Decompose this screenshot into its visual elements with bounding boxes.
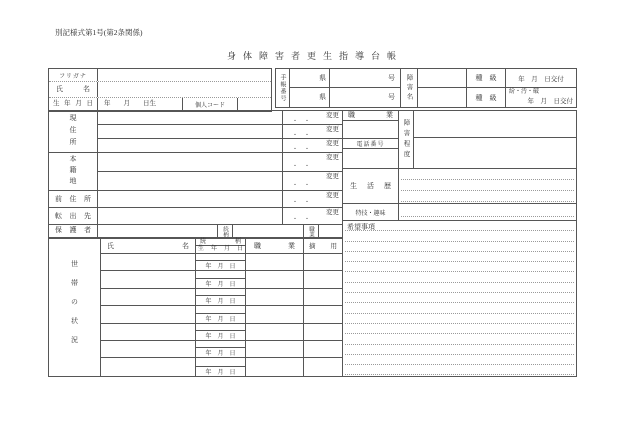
member-relation-field <box>196 341 245 348</box>
member-relation-field <box>196 324 245 331</box>
write-line <box>345 314 574 324</box>
household-label-cell <box>49 239 101 376</box>
household-grid <box>101 239 342 376</box>
occupation-label: 職業 <box>308 225 314 237</box>
member-birth-cell <box>196 254 246 270</box>
wishes-box <box>342 220 577 377</box>
write-line <box>345 345 574 355</box>
address-field <box>98 111 283 124</box>
disability-name-label-cell <box>401 69 418 107</box>
phone-header: 電話番号 <box>343 139 398 149</box>
member-relation-field <box>196 358 245 366</box>
disability-name-label: 障害名 <box>405 73 413 103</box>
change-cell <box>283 191 342 207</box>
life-history-label: 生活歴 <box>342 168 399 204</box>
change-label: 変更 <box>326 112 339 119</box>
occupation-field <box>319 225 342 237</box>
address-row <box>98 153 342 172</box>
col-occupation: 職業 <box>246 239 304 253</box>
member-remarks-field <box>304 341 342 357</box>
change-cell <box>283 153 342 171</box>
change-label: 変更 <box>326 173 339 180</box>
relation-label: 続柄 <box>222 225 228 237</box>
household-row <box>101 324 342 341</box>
relation-field <box>233 225 304 237</box>
member-remarks-field <box>304 289 342 305</box>
furigana-field <box>98 69 271 81</box>
degree-label: 障害程度 <box>402 118 410 161</box>
degree-field <box>414 111 576 138</box>
member-remarks-field <box>304 271 342 287</box>
member-birth-label: 年 月 日 <box>205 333 236 340</box>
member-name-field <box>101 289 196 305</box>
address-field <box>98 191 283 207</box>
pref-label: 県 <box>290 88 330 107</box>
guardian-row <box>98 225 342 237</box>
no-label: 号 <box>388 93 395 101</box>
change-date-dots: ・ ・ <box>292 133 311 139</box>
address-field <box>98 153 283 171</box>
address-label-col <box>49 111 98 237</box>
member-occupation-field <box>246 271 304 287</box>
write-line <box>345 262 574 272</box>
write-line <box>345 324 574 334</box>
address-row <box>98 125 342 139</box>
issue-cells <box>506 69 576 107</box>
change-cell <box>283 125 342 138</box>
member-name-field <box>101 341 196 357</box>
change-cell <box>283 208 342 224</box>
disability-name-field <box>418 88 466 107</box>
name-row <box>49 82 271 98</box>
write-line <box>345 293 574 303</box>
current-address-label-cell <box>49 111 97 153</box>
address-row <box>98 111 342 125</box>
write-line <box>345 242 574 252</box>
member-birth-cell <box>196 358 246 375</box>
household-row <box>101 358 342 375</box>
col-remarks: 摘用 <box>309 243 337 250</box>
change-date-dots: ・ ・ <box>292 147 311 153</box>
handbook-number-rows <box>290 69 401 107</box>
handbook-number-label: 手帳番号 <box>279 74 285 102</box>
member-occupation-field <box>246 358 304 375</box>
member-birth-label: 年 月 日 <box>205 316 236 323</box>
change-label: 変更 <box>326 192 339 199</box>
skills-label: 特技・趣味 <box>342 203 399 221</box>
member-birth-cell <box>196 271 246 287</box>
household-row <box>101 254 342 271</box>
occupation-label-cell <box>304 225 319 237</box>
change-date-dots: ・ ・ <box>292 217 311 223</box>
household-table <box>48 238 343 377</box>
birthdate-value: 年 月 日生 <box>104 100 156 107</box>
change-date-dots: ・ ・ <box>292 183 311 189</box>
write-line <box>345 252 574 262</box>
household-row <box>101 341 342 358</box>
wishes-label: 希望事項 <box>347 223 375 231</box>
write-line <box>345 221 574 231</box>
handbook-box <box>275 68 577 108</box>
phone-box <box>342 138 399 169</box>
no-label: 号 <box>388 74 395 82</box>
handbook-row-1 <box>290 69 400 88</box>
address-row <box>98 191 342 208</box>
col-relation-birth <box>196 239 246 253</box>
write-line <box>401 180 574 191</box>
domicile-label: 本籍地 <box>69 155 77 188</box>
member-occupation-field <box>246 341 304 357</box>
address-row <box>98 208 342 225</box>
change-label: 変更 <box>326 126 339 133</box>
member-birth-label: 年 月 日 <box>205 351 236 358</box>
furigana-label: フリガナ <box>49 69 98 81</box>
occupation-header: 職業 <box>343 111 398 121</box>
grade-label: 種 級 <box>475 93 497 102</box>
form-note: 別記様式第1号(第2条関係) <box>55 28 143 37</box>
disability-name-fields <box>418 69 467 107</box>
member-occupation-field <box>246 306 304 322</box>
furigana-row <box>49 69 271 82</box>
member-birth-cell <box>196 341 246 357</box>
domicile-label-cell <box>49 153 97 191</box>
address-table <box>48 110 343 238</box>
change-date-dots: ・ ・ <box>292 119 311 125</box>
handbook-row-2 <box>290 88 400 107</box>
change-cell <box>283 111 342 124</box>
identity-box <box>48 68 272 112</box>
household-header <box>101 239 342 254</box>
grade-cells <box>467 69 506 107</box>
write-line <box>345 365 574 375</box>
change-date-dots: ・ ・ <box>292 200 311 206</box>
degree-label-cell <box>398 110 414 169</box>
disability-name-field <box>418 69 466 88</box>
birthdate-label: 生年月日 <box>49 98 98 111</box>
member-relation-field <box>196 306 245 313</box>
change-cell <box>283 172 342 190</box>
moveout-label: 転出先 <box>49 208 97 225</box>
write-line <box>345 334 574 344</box>
member-remarks-field <box>304 358 342 375</box>
write-line <box>401 191 574 202</box>
previous-address-label: 前住所 <box>49 191 97 208</box>
address-row <box>98 172 342 191</box>
change-cell <box>283 139 342 152</box>
current-address-label: 現住所 <box>69 113 77 150</box>
member-occupation-field <box>246 254 304 270</box>
write-line <box>345 272 574 282</box>
household-row <box>101 306 342 323</box>
member-remarks-field <box>304 254 342 270</box>
change-label: 変更 <box>326 140 339 147</box>
write-line <box>345 283 574 293</box>
guardian-label: 保護者 <box>55 226 91 234</box>
col-birth: 生年月日 <box>198 246 243 252</box>
reissue-cell <box>506 88 576 107</box>
relation-label-cell <box>218 225 233 237</box>
member-birth-cell <box>196 324 246 340</box>
member-relation-field <box>196 271 245 278</box>
change-label: 変更 <box>326 209 339 216</box>
address-field <box>98 125 283 138</box>
name-label: 氏名 <box>49 82 98 97</box>
col-relation: 続柄 <box>196 239 245 246</box>
household-row <box>101 289 342 306</box>
member-name-field <box>101 358 196 375</box>
member-name-field <box>101 254 196 270</box>
member-birth-label: 年 月 日 <box>205 281 236 288</box>
member-remarks-field <box>304 324 342 340</box>
handbook-number-label-cell <box>276 69 290 107</box>
member-occupation-field <box>246 324 304 340</box>
member-name-field <box>101 271 196 287</box>
write-line <box>345 231 574 241</box>
write-line <box>345 355 574 365</box>
change-label: 変更 <box>326 154 339 161</box>
member-relation-field <box>196 254 245 261</box>
write-line <box>401 204 574 217</box>
member-remarks-field <box>304 306 342 322</box>
grade-label: 種 級 <box>467 69 505 88</box>
member-birth-label: 年 月 日 <box>205 299 236 306</box>
address-field <box>98 208 283 224</box>
member-birth-label: 年 月 日 <box>205 264 236 271</box>
col-name: 氏名 <box>101 239 196 253</box>
member-relation-field <box>196 289 245 296</box>
member-birth-label: 年 月 日 <box>205 369 236 376</box>
member-name-field <box>101 306 196 322</box>
address-field <box>98 172 283 190</box>
skills-content <box>398 203 577 221</box>
address-field <box>98 139 283 152</box>
reissue-reason: 紛・汚・破 <box>509 89 540 95</box>
pref-label: 県 <box>290 69 330 87</box>
issue-date-label: 年 月 日交付 <box>527 98 573 105</box>
household-row <box>101 271 342 288</box>
issue-date-label: 年 月 日交付 <box>506 69 576 88</box>
page-title: 身体障害者更生指導台帳 <box>226 51 403 61</box>
degree-content <box>413 110 577 169</box>
occupation-box <box>342 110 399 139</box>
guardian-name-field <box>98 225 218 237</box>
personal-code-label: 個人コード <box>182 98 238 111</box>
member-name-field <box>101 324 196 340</box>
member-occupation-field <box>246 289 304 305</box>
member-birth-cell <box>196 306 246 322</box>
write-line <box>401 169 574 180</box>
write-line <box>345 303 574 313</box>
address-row <box>98 139 342 153</box>
address-rows <box>98 111 342 237</box>
name-field <box>98 82 271 97</box>
household-section-label: 世帯の状況 <box>70 260 79 355</box>
member-birth-cell <box>196 289 246 305</box>
change-date-dots: ・ ・ <box>292 164 311 170</box>
life-history-content <box>398 168 577 204</box>
